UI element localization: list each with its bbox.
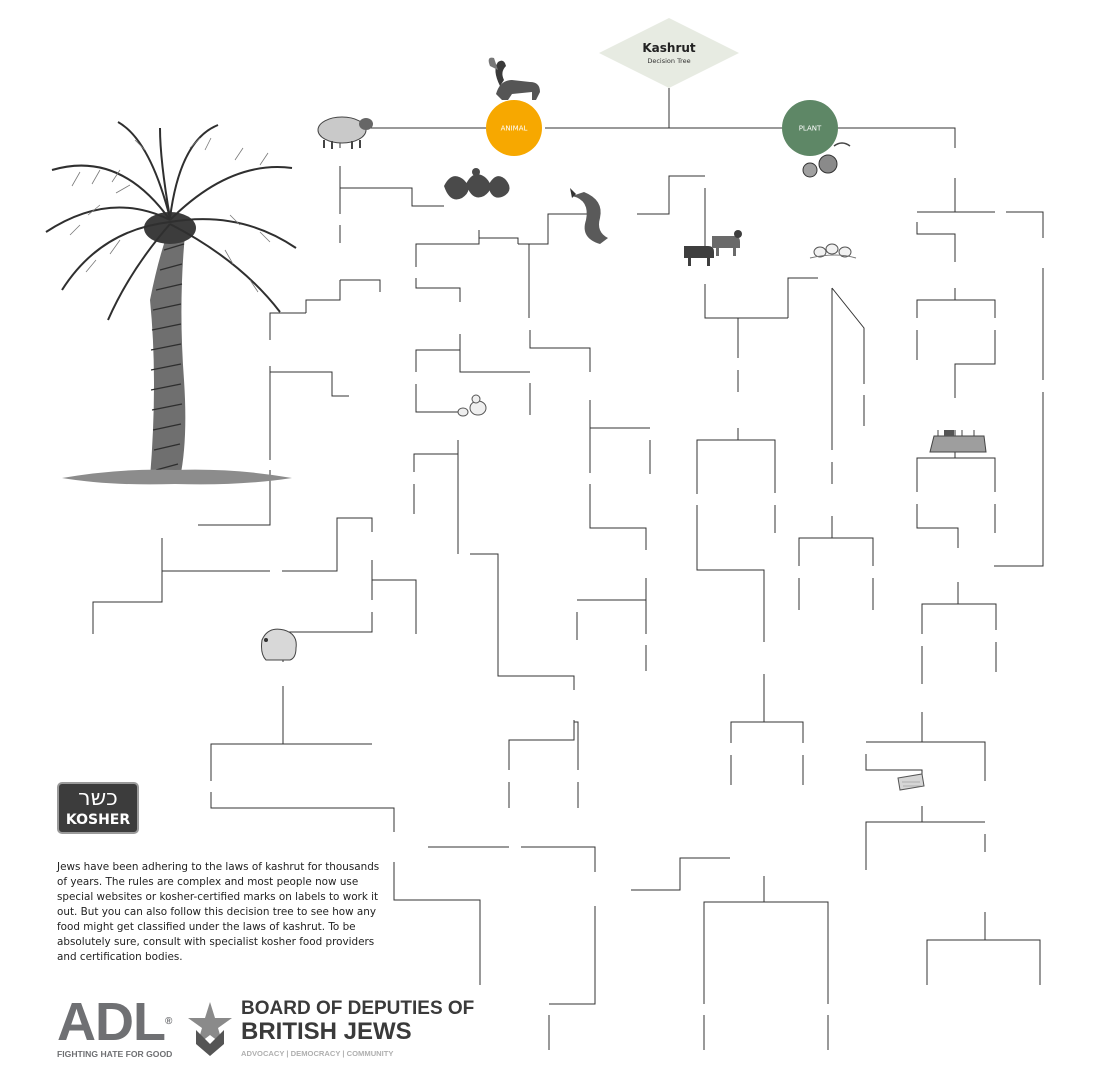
- connector-line: [306, 280, 340, 313]
- connector-line: [577, 578, 646, 600]
- bod-line-2: BRITISH JEWS: [241, 1018, 412, 1045]
- connector-line: [270, 313, 306, 340]
- connector-line: [340, 166, 444, 206]
- root-title: Kashrut: [642, 41, 696, 55]
- connector-line: [518, 214, 590, 244]
- goat-illustration: [489, 58, 540, 100]
- connector-line: [416, 278, 460, 302]
- connector-line: [917, 504, 958, 548]
- connector-line: [866, 822, 922, 870]
- matzah-illustration: [898, 774, 924, 790]
- connector-line: [788, 278, 818, 318]
- category-plant-label: PLANT: [798, 124, 822, 133]
- connector-line: [545, 88, 669, 128]
- connector-line: [922, 742, 985, 781]
- connector-line: [705, 318, 738, 358]
- board-of-deputies-logo: [186, 998, 475, 1062]
- connector-line: [270, 372, 349, 396]
- intro-text: Jews have been adhering to the laws of kashrut for thousands of years. The rules are complex and most people now use special websites or kosher-certified marks on labels to work it out. But you can also follow this decision tree to see how any food might get classified under the laws of kashrut. To be absolutely sure, consult with specialist kosher food providers and certification bodies.: [57, 861, 380, 963]
- connector-line: [832, 288, 864, 384]
- adl-tagline: FIGHTING HATE FOR GOOD: [57, 1049, 173, 1059]
- board-of-deputies-emblem-icon: [186, 1000, 234, 1058]
- connector-line: [764, 674, 803, 743]
- connector-line: [162, 538, 270, 571]
- connector-line: [590, 400, 650, 428]
- connector-line: [340, 280, 380, 292]
- connector-line: [922, 604, 958, 634]
- connector-line: [509, 720, 574, 770]
- kosher-logo-text: KOSHER: [65, 812, 131, 828]
- connector-line: [922, 806, 985, 822]
- connector-line: [832, 516, 873, 566]
- cows-illustration: [684, 230, 742, 266]
- connector-line: [283, 686, 372, 744]
- fish-illustration: [570, 188, 608, 244]
- illustrations: [46, 58, 986, 790]
- adl-mark: ADL: [57, 992, 165, 1052]
- connector-line: [731, 722, 764, 743]
- connector-line: [985, 940, 1040, 985]
- connector-line: [372, 580, 416, 634]
- connector-line: [866, 712, 922, 742]
- connector-line: [697, 505, 764, 642]
- connector-line: [470, 554, 574, 690]
- connector-line: [764, 876, 828, 1004]
- bear-illustration: [262, 629, 297, 660]
- category-plant: [782, 100, 838, 156]
- connector-line: [479, 238, 518, 244]
- adl-registered: ®: [164, 1016, 172, 1027]
- connector-line: [414, 440, 458, 472]
- connector-line: [917, 300, 955, 318]
- sheep-illustration: [318, 117, 373, 149]
- connector-line: [530, 330, 590, 372]
- bod-line-3: ADVOCACY | DEMOCRACY | COMMUNITY: [241, 1049, 394, 1058]
- chick-illustration: [458, 395, 486, 416]
- connector-line: [416, 230, 479, 267]
- connector-line: [697, 440, 738, 494]
- connector-line: [838, 128, 955, 148]
- connector-line: [631, 858, 730, 890]
- hens-illustration: [444, 168, 510, 200]
- connector-line: [799, 538, 832, 566]
- field-illustration: [930, 430, 986, 452]
- root-node: [599, 18, 739, 88]
- connector-line: [460, 340, 530, 372]
- category-animal: [486, 100, 542, 156]
- connector-line: [211, 792, 394, 832]
- connector-line: [994, 392, 1043, 566]
- connector-line: [955, 330, 995, 398]
- connector-line: [917, 222, 955, 262]
- kosher-logo-hebrew: כשר: [78, 786, 118, 811]
- root-subtitle: Decision Tree: [647, 57, 691, 65]
- palm-tree-illustration: [46, 122, 296, 484]
- connector-line: [549, 906, 595, 1004]
- connector-line: [282, 518, 372, 571]
- connector-line: [521, 847, 595, 872]
- bod-line-1: BOARD OF DEPUTIES OF: [241, 998, 475, 1019]
- connector-line: [93, 571, 162, 634]
- category-animal-label: ANIMAL: [500, 124, 528, 133]
- connector-line: [738, 428, 775, 493]
- eggs-illustration: [810, 244, 856, 258]
- kosher-logo: [57, 782, 139, 834]
- connector-line: [705, 284, 788, 318]
- connector-line: [574, 722, 578, 770]
- connector-line: [211, 744, 283, 781]
- connector-line: [637, 176, 705, 214]
- connector-line: [394, 862, 480, 941]
- connector-line: [416, 334, 460, 372]
- connector-line: [1006, 212, 1043, 238]
- connector-line: [955, 458, 995, 492]
- connector-line: [590, 484, 646, 550]
- connector-line: [704, 902, 764, 1004]
- connector-line: [927, 912, 985, 985]
- connector-line: [955, 178, 995, 212]
- connector-line: [958, 582, 996, 630]
- connector-line: [283, 612, 372, 662]
- connector-line: [416, 384, 458, 412]
- connector-line: [955, 288, 995, 318]
